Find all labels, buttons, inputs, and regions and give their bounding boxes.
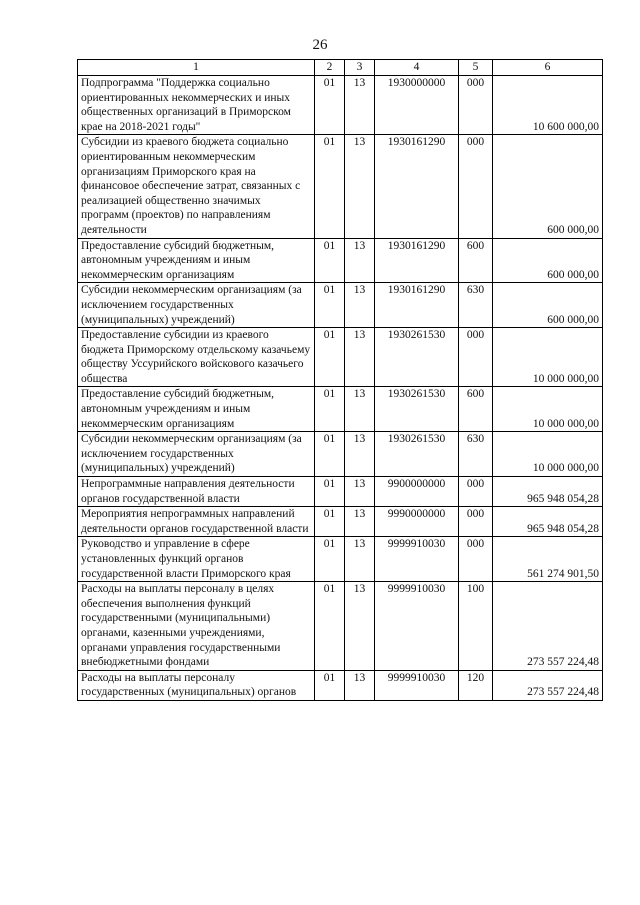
- row-subsection-code: 13: [345, 537, 375, 582]
- header-col-1: 1: [78, 60, 315, 76]
- row-name: Непрограммные направления деятельности органов государственной власти: [78, 477, 315, 507]
- table-row: [78, 670, 603, 700]
- row-section-code: 01: [315, 670, 345, 700]
- row-name: Мероприятия непрограммных направлений деятельности органов государственной власти: [78, 507, 315, 537]
- row-name: Предоставление субсидий бюджетным, автономным учреждениям и иным некоммерческим организациям: [78, 238, 315, 283]
- row-amount: 965 948 054,28: [493, 477, 603, 507]
- row-name: Предоставление субсидии из краевого бюджета Приморскому отдельскому казачьему обществу Уссурийского войскового казачьего общества: [78, 328, 315, 387]
- row-subsection-code: 13: [345, 328, 375, 387]
- row-target-code: 1930161290: [375, 283, 459, 328]
- row-target-code: 1930000000: [375, 76, 459, 135]
- table-row: [78, 507, 603, 537]
- row-name: Предоставление субсидий бюджетным, автономным учреждениям и иным некоммерческим организациям: [78, 387, 315, 432]
- row-expense-type: 000: [459, 537, 493, 582]
- row-amount: 965 948 054,28: [493, 507, 603, 537]
- row-target-code: 9999910030: [375, 582, 459, 671]
- row-expense-type: 600: [459, 238, 493, 283]
- row-amount: 600 000,00: [493, 238, 603, 283]
- row-section-code: 01: [315, 238, 345, 283]
- row-amount: 600 000,00: [493, 135, 603, 238]
- row-amount: 273 557 224,48: [493, 670, 603, 700]
- header-row: [78, 60, 603, 76]
- table-row: [78, 477, 603, 507]
- table-row: [78, 432, 603, 477]
- table-row: [78, 582, 603, 671]
- row-expense-type: 000: [459, 76, 493, 135]
- row-target-code: 1930261530: [375, 387, 459, 432]
- row-expense-type: 000: [459, 135, 493, 238]
- row-target-code: 1930261530: [375, 432, 459, 477]
- row-subsection-code: 13: [345, 76, 375, 135]
- row-subsection-code: 13: [345, 477, 375, 507]
- row-subsection-code: 13: [345, 507, 375, 537]
- row-amount: 273 557 224,48: [493, 582, 603, 671]
- row-expense-type: 600: [459, 387, 493, 432]
- row-name: Расходы на выплаты персоналу государственных (муниципальных) органов: [78, 670, 315, 700]
- header-col-5: 5: [459, 60, 493, 76]
- row-target-code: 9900000000: [375, 477, 459, 507]
- row-section-code: 01: [315, 76, 345, 135]
- row-expense-type: 000: [459, 507, 493, 537]
- header-col-6: 6: [493, 60, 603, 76]
- table-row: [78, 238, 603, 283]
- table-row: [78, 283, 603, 328]
- row-subsection-code: 13: [345, 432, 375, 477]
- row-name: Субсидии некоммерческим организациям (за исключением государственных (муниципальных) учреждений): [78, 432, 315, 477]
- page-number: 26: [312, 37, 328, 53]
- row-target-code: 1930261530: [375, 328, 459, 387]
- row-subsection-code: 13: [345, 283, 375, 328]
- row-amount: 10 000 000,00: [493, 432, 603, 477]
- header-col-2: 2: [315, 60, 345, 76]
- header-col-3: 3: [345, 60, 375, 76]
- row-expense-type: 000: [459, 328, 493, 387]
- row-expense-type: 100: [459, 582, 493, 671]
- row-amount: 600 000,00: [493, 283, 603, 328]
- row-subsection-code: 13: [345, 387, 375, 432]
- table-row: [78, 135, 603, 238]
- row-name: Расходы на выплаты персоналу в целях обеспечения выполнения функций государственными (муниципальными) органами, казенными учреждениями, органами управления государственными внебюджетными фондами: [78, 582, 315, 671]
- row-expense-type: 000: [459, 477, 493, 507]
- header-col-4: 4: [375, 60, 459, 76]
- row-section-code: 01: [315, 135, 345, 238]
- row-subsection-code: 13: [345, 670, 375, 700]
- row-name: Субсидии из краевого бюджета социально ориентированным некоммерческим организациям Приморского края на финансовое обеспечение затрат, связанных с реализацией общественно значимых программ (проектов) по направлениям деятельности: [78, 135, 315, 238]
- row-expense-type: 630: [459, 432, 493, 477]
- row-expense-type: 120: [459, 670, 493, 700]
- row-expense-type: 630: [459, 283, 493, 328]
- row-section-code: 01: [315, 477, 345, 507]
- row-section-code: 01: [315, 387, 345, 432]
- row-target-code: 1930161290: [375, 238, 459, 283]
- row-amount: 10 600 000,00: [493, 76, 603, 135]
- row-subsection-code: 13: [345, 582, 375, 671]
- row-section-code: 01: [315, 582, 345, 671]
- table-row: [78, 537, 603, 582]
- row-name: Подпрограмма "Поддержка социально ориентированных некоммерческих и иных общественных организаций в Приморском крае на 2018-2021 годы": [78, 76, 315, 135]
- table-row: [78, 387, 603, 432]
- row-subsection-code: 13: [345, 135, 375, 238]
- row-name: Субсидии некоммерческим организациям (за исключением государственных (муниципальных) учреждений): [78, 283, 315, 328]
- row-amount: 561 274 901,50: [493, 537, 603, 582]
- row-target-code: 9999910030: [375, 537, 459, 582]
- row-section-code: 01: [315, 537, 345, 582]
- row-section-code: 01: [315, 283, 345, 328]
- row-section-code: 01: [315, 432, 345, 477]
- row-amount: 10 000 000,00: [493, 328, 603, 387]
- table-row: [78, 76, 603, 135]
- row-subsection-code: 13: [345, 238, 375, 283]
- row-amount: 10 000 000,00: [493, 387, 603, 432]
- row-target-code: 1930161290: [375, 135, 459, 238]
- budget-table: [77, 59, 603, 701]
- row-name: Руководство и управление в сфере установленных функций органов государственной власти Приморского края: [78, 537, 315, 582]
- row-target-code: 9999910030: [375, 670, 459, 700]
- table-row: [78, 328, 603, 387]
- row-section-code: 01: [315, 507, 345, 537]
- row-target-code: 9990000000: [375, 507, 459, 537]
- row-section-code: 01: [315, 328, 345, 387]
